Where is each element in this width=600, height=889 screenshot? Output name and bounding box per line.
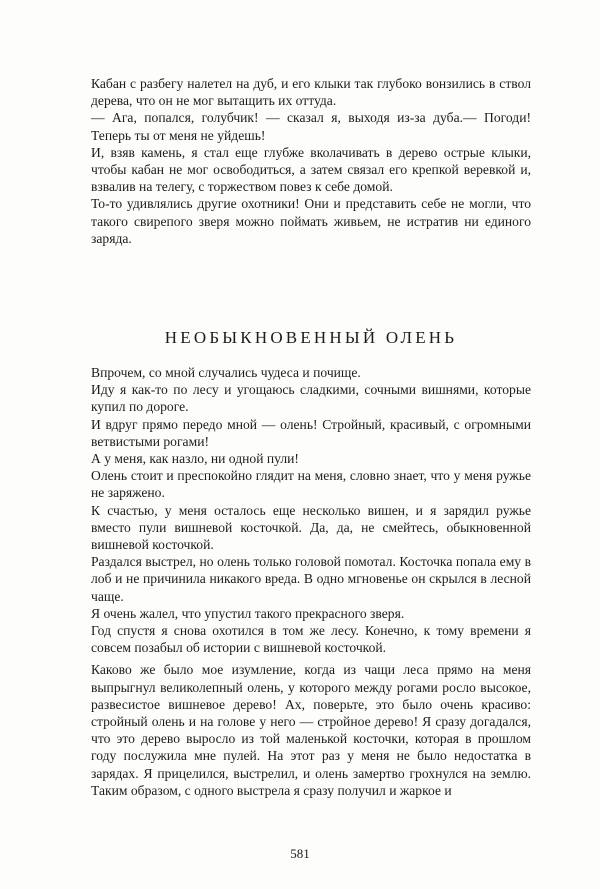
paragraph: Впрочем, со мной случались чудеса и почище. [91,365,361,380]
paragraph: А у меня, как назло, ни одной пули! [91,451,299,467]
paragraph: То-то удивлялись другие охотники! Они и представить себе не могли, что такого свирепого зверя можно поймать живьем, не истратив ни единого заряда. [91,196,531,246]
paragraph: И, взяв камень, я стал еще глубже вколачивать в дерево острые клыки, чтобы кабан не мог освободиться, а затем связал его крепкой веревкой и, взвалив на телегу, с торжеством повез к себе домой. [91,144,531,195]
paragraph: К счастью, у меня осталось еще несколько вишен, и я зарядил ружье вместо пули вишневой косточкой. Да, да, не смейтесь, обыкновенной вишневой косточкой. [91,502,531,553]
paragraph: Кабан с разбегу налетел на дуб, и его клыки так глубоко вонзились в ствол дерева, что он не мог вытащить их оттуда. [91,76,531,109]
chapter-title: НЕОБЫКНОВЕННЫЙ ОЛЕНЬ [164,328,458,347]
paragraph: Олень стоит и преспокойно глядит на меня, словно знает, что у меня ружье не заряжено. [91,468,531,501]
paragraph: — Ага, попался, голубчик! — сказал я, выходя из-за дуба.— Погоди! Теперь ты от меня не уйдешь! [91,110,531,143]
paragraph: И вдруг прямо передо мной — олень! Стройный, красивый, с огромными ветвистыми рогами! [91,416,531,449]
paragraph: Раздался выстрел, но олень только головой помотал. Косточка попала ему в лоб и не причинила никакого вреда. В одно мгновенье он скрылся в лесной чаще. [91,554,531,604]
paragraph: Иду я как-то по лесу и угощаюсь сладкими, сочными вишнями, которые купил по дороге. [91,382,531,415]
paragraph: Год спустя я снова охотился в том же лесу. Конечно, к тому времени я совсем позабыл об истории с вишневой косточкой. [91,623,531,656]
page-number: 581 [290,846,310,861]
paragraph: Я очень жалел, что упустил такого прекрасного зверя. [91,605,405,621]
paragraph: Каково же было мое изумление, когда из чащи леса прямо на меня выпрыгнул великолепный олень, у которого между рогами росло высокое, развесистое вишневое дерево! Ах, поверьте, это было очень красиво: стройный олень и на голове у него — стройное дерево! Я сразу догадался, что это дерево выросло из той маленькой косточки, которая в прошлом году послужила мне пулей. На этот раз у меня не было недостатка в зарядах. Я прицелился, выстрелил, и олень замертво грохнулся на землю. Таким образом, с одного выстрела я сразу получил и жаркое и [91,662,531,798]
bottom-text-block [91,364,531,799]
top-text-block [91,75,531,247]
